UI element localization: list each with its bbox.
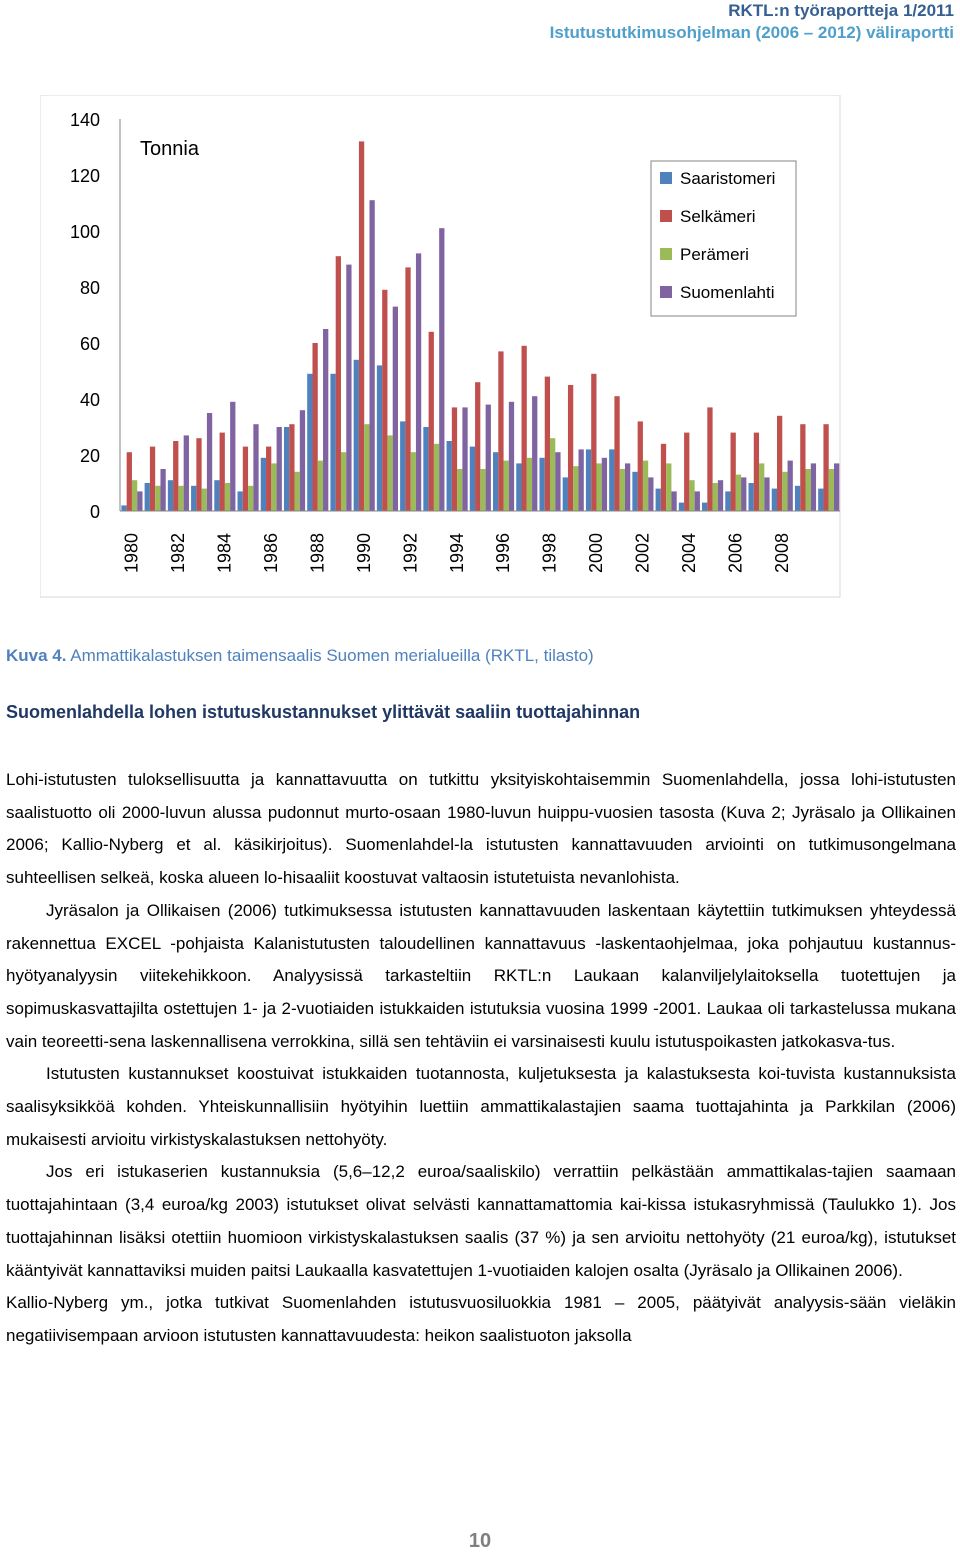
bar-selkämeri [173,441,178,511]
section-heading: Suomenlahdella lohen istutuskustannukset ylittävät saaliin tuottajahinnan [6,702,641,722]
report-title-header: Istutustutkimusohjelman (2006 – 2012) väliraportti [549,23,954,42]
bar-selkämeri [591,374,596,511]
bar-perämeri [829,469,834,511]
y-tick-label: 100 [69,222,100,242]
bar-suomenlahti [718,480,723,511]
x-tick-label: 1996 [493,532,514,573]
bar-suomenlahti [532,396,537,511]
bar-saaristomeri [725,491,730,511]
bar-saaristomeri [586,449,591,511]
bar-saaristomeri [121,505,126,511]
x-tick-label: 2008 [771,532,792,573]
bar-suomenlahti [369,200,374,511]
bar-selkämeri [661,444,666,511]
bar-saaristomeri [539,458,544,511]
bar-selkämeri [150,447,155,511]
x-tick-label: 1990 [353,532,374,573]
bar-suomenlahti [160,469,165,511]
bar-saaristomeri [145,483,150,511]
bar-suomenlahti [207,413,212,511]
bar-perämeri [295,472,300,511]
bar-perämeri [364,424,369,511]
caption-text: Ammattikalastuksen taimensaalis Suomen merialueilla (RKTL, tilasto) [66,646,594,665]
bar-perämeri [341,452,346,511]
bar-perämeri [504,461,509,511]
paragraph-5: Kallio-Nyberg ym., jotka tutkivat Suomenlahden istutusvuosiluokkia 1981 – 2005, päätyivät analyysis-sään vieläkin negatiivisempaan arvioon istutusten kannattavuudesta: heikon saalistuoton jaksolla [6,1293,956,1345]
bar-selkämeri [707,407,712,511]
y-tick-label: 140 [69,110,100,130]
x-tick-label: 1994 [446,532,467,573]
x-tick-label: 2000 [586,532,607,573]
bar-suomenlahti [184,435,189,511]
bar-perämeri [689,480,694,511]
bar-selkämeri [289,424,294,511]
bar-perämeri [620,469,625,511]
y-tick-label: 60 [79,334,100,354]
bar-saaristomeri [563,477,568,511]
bar-perämeri [248,486,253,511]
bar-saaristomeri [470,447,475,511]
x-tick-label: 1984 [214,532,235,573]
x-tick-label: 1998 [539,532,560,573]
bar-saaristomeri [656,489,661,511]
bar-perämeri [132,480,137,511]
bar-saaristomeri [679,503,684,511]
page-number: 10 [468,1530,492,1552]
bar-suomenlahti [648,477,653,511]
bar-selkämeri [731,433,736,511]
bar-saaristomeri [818,489,823,511]
bar-saaristomeri [516,463,521,511]
bar-selkämeri [545,377,550,511]
y-tick-label: 20 [79,446,100,466]
bar-saaristomeri [702,503,707,511]
bar-saaristomeri [168,480,173,511]
bar-suomenlahti [346,265,351,511]
bar-suomenlahti [137,491,142,511]
bar-perämeri [457,469,462,511]
bar-selkämeri [684,433,689,511]
bar-saaristomeri [284,427,289,511]
bar-saaristomeri [400,421,405,511]
bar-suomenlahti [323,329,328,511]
bar-suomenlahti [509,402,514,511]
x-tick-label: 1988 [307,532,328,573]
bar-perämeri [666,463,671,511]
legend-label-selkämeri: Selkämeri [680,207,756,226]
bar-selkämeri [336,256,341,511]
bar-perämeri [759,463,764,511]
y-tick-label: 120 [69,166,100,186]
bar-suomenlahti [230,402,235,511]
bar-saaristomeri [772,489,777,511]
bar-suomenlahti [741,477,746,511]
legend-label-saaristomeri: Saaristomeri [680,169,776,188]
y-tick-label: 80 [79,278,100,298]
bar-perämeri [550,438,555,511]
x-tick-label: 2006 [725,532,746,573]
bar-saaristomeri [632,472,637,511]
bar-selkämeri [220,433,225,511]
bar-saaristomeri [330,374,335,511]
bar-perämeri [782,472,787,511]
x-tick-label: 1992 [400,532,421,573]
bar-suomenlahti [671,491,676,511]
legend-swatch-saaristomeri [660,172,672,184]
bar-selkämeri [498,351,503,511]
bar-selkämeri [196,438,201,511]
bar-saaristomeri [214,480,219,511]
bar-saaristomeri [261,458,266,511]
bar-suomenlahti [695,491,700,511]
bar-perämeri [318,461,323,511]
y-axis-title: Tonnia [140,138,199,160]
bar-selkämeri [312,343,317,511]
bar-suomenlahti [393,307,398,511]
bar-suomenlahti [579,449,584,511]
bar-suomenlahti [486,405,491,511]
bar-perämeri [480,469,485,511]
paragraph-2: Jyräsalon ja Ollikaisen (2006) tutkimuksessa istutusten kannattavuuden laskentaan käytettiin tutkimuksen yhteydessä rakennettua EXCEL -pohjaista Kalanistutusten taloudellinen kannattavuus -laskentaohjelmaa, joka pohjautuu kustannus-hyötyanalyysin viitekehikkoon. Analyysissä tarkasteltiin RKTL:n Laukaan kalanviljelylaitoksella tuotettujen ja sopimuskasvattajilta ostettujen 1- ja 2-vuotiaiden istukkaiden istutuksia vuosina 1999 -2001. Laukaa oli tarkastelussa mukana vain teoreetti-sena laskennallisena verrokkina, sillä sen tehtäviin ei varsinaisesti kuulu istutuspoikasten jatkokasva-tus. [6,900,956,1051]
bar-perämeri [527,458,532,511]
paragraph-1: Lohi-istutusten tuloksellisuutta ja kannattavuutta on tutkittu yksityiskohtaisemmin Suomenlahdella, jossa lohi-istutusten saalistuotto oli 2000-luvun alussa pudonnut murto-osaan 1980-luvun huippu-vuosien tasosta (Kuva 2; Jyräsalo ja Ollikainen 2006; Kallio-Nyberg et al. käsikirjoitus). Suomenlahdel-la istutusten kannattavuuden arviointi on tutkimusongelmana suhteellisen selkeä, koska alueen lo-hisaaliit koostuvat valtaosin istutetuista nevanlohista. [6,770,956,888]
bar-perämeri [178,486,183,511]
catch-bar-chart [40,95,845,600]
legend-label-suomenlahti: Suomenlahti [680,283,775,302]
paragraph-3: Istutusten kustannukset koostuivat istukkaiden tuotannosta, kuljetuksesta ja kalastuksesta koi-tuvista kustannuksista saalisyksikköä kohden. Yhteiskunnallisiin hyötyihin luettiin ammattikalastajien saama tuottajahinta ja Parkkilan (2006) mukaisesti arvioitu virkistyskalastuksen nettohyöty. [6,1064,956,1149]
bar-selkämeri [800,424,805,511]
bar-perämeri [806,469,811,511]
bar-selkämeri [823,424,828,511]
chart-legend [651,161,796,316]
bar-saaristomeri [795,486,800,511]
bar-selkämeri [777,416,782,511]
x-tick-label: 1980 [121,532,142,573]
bar-selkämeri [405,267,410,511]
bar-saaristomeri [609,449,614,511]
x-tick-label: 1982 [168,532,189,573]
bar-perämeri [573,466,578,511]
bar-suomenlahti [439,228,444,511]
bar-selkämeri [243,447,248,511]
bar-perämeri [643,461,648,511]
legend-swatch-selkämeri [660,210,672,222]
bar-selkämeri [127,452,132,511]
body-text [6,764,956,1353]
bar-saaristomeri [191,486,196,511]
bar-selkämeri [522,346,527,511]
bar-selkämeri [475,382,480,511]
bar-perämeri [736,475,741,511]
bar-perämeri [387,435,392,511]
bar-perämeri [434,444,439,511]
bar-selkämeri [568,385,573,511]
bar-perämeri [271,463,276,511]
paragraph-4: Jos eri istukaserien kustannuksia (5,6–12,2 euroa/saaliskilo) verrattiin pelkästään ammattikalas-tajien saamaan tuottajahintaan (3,4 euroa/kg 2003) istutukset olivat selvästi kannattamattomia kai-kissa istukasryhmissä (Taulukko 1). Jos tuottajahinnan lisäksi otettiin huomioon virkistyskalastuksen saalis (37 %) ja sen arvioitu nettohyöty (21 euroa/kg), istutukset kääntyivät kannattaviksi muiden paitsi Laukaalla kasvatettujen 1-vuotiaiden kalojen osalta (Jyräsalo ja Ollikainen 2006). [6,1162,956,1280]
bar-selkämeri [266,447,271,511]
bar-saaristomeri [423,427,428,511]
bar-selkämeri [614,396,619,511]
x-tick-label: 1986 [260,532,281,573]
bar-saaristomeri [493,452,498,511]
bar-suomenlahti [811,463,816,511]
bar-selkämeri [754,433,759,511]
y-tick-label: 0 [89,502,100,522]
y-tick-label: 40 [79,390,100,410]
legend-swatch-suomenlahti [660,286,672,298]
bar-perämeri [411,452,416,511]
bar-selkämeri [359,141,364,511]
bar-suomenlahti [277,427,282,511]
bar-saaristomeri [354,360,359,511]
bar-suomenlahti [416,253,421,511]
report-series-header: RKTL:n työraportteja 1/2011 [728,1,954,20]
bar-suomenlahti [300,410,305,511]
bar-perämeri [713,483,718,511]
bar-selkämeri [429,332,434,511]
x-tick-label: 2002 [632,532,653,573]
legend-swatch-perämeri [660,248,672,260]
bar-suomenlahti [253,424,258,511]
bar-suomenlahti [462,407,467,511]
caption-label: Kuva 4. [6,646,67,665]
bar-selkämeri [638,421,643,511]
figure-caption [6,646,594,666]
bar-suomenlahti [625,463,630,511]
bar-saaristomeri [447,441,452,511]
bar-saaristomeri [377,365,382,511]
bar-perämeri [202,489,207,511]
bar-perämeri [155,486,160,511]
bar-saaristomeri [748,483,753,511]
bar-suomenlahti [602,458,607,511]
bar-saaristomeri [238,491,243,511]
bar-suomenlahti [555,452,560,511]
bar-suomenlahti [764,477,769,511]
x-tick-label: 2004 [679,532,700,573]
bar-selkämeri [452,407,457,511]
legend-label-perämeri: Perämeri [680,245,749,264]
bar-perämeri [225,483,230,511]
bar-saaristomeri [307,374,312,511]
bar-selkämeri [382,290,387,511]
bar-perämeri [596,463,601,511]
bar-suomenlahti [788,461,793,511]
bar-suomenlahti [834,463,839,511]
